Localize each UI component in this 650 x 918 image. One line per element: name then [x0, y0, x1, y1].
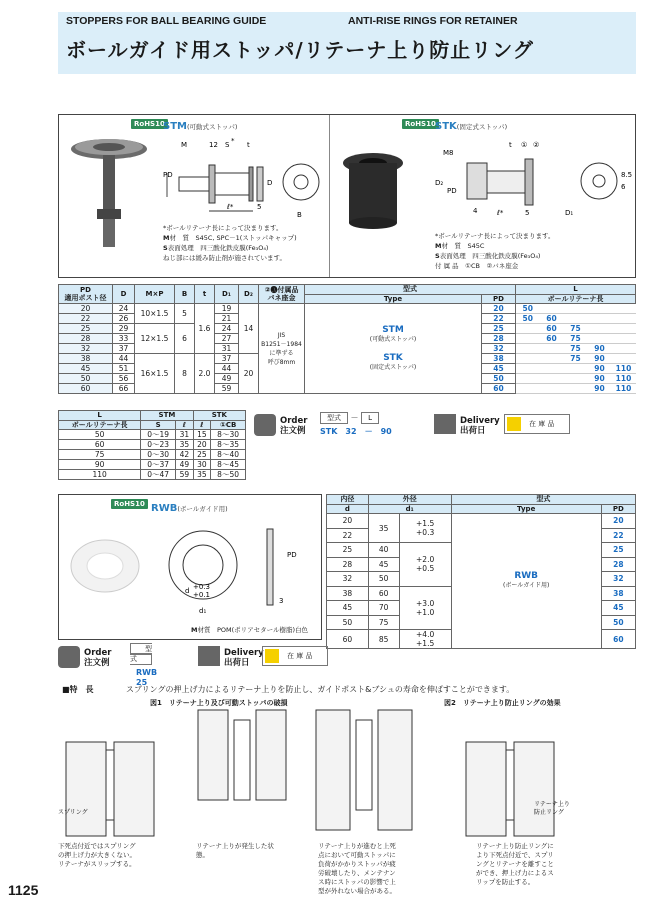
stm-notes: *ボールリテーナ長によって決まります。 M材 質 S45C, SPC－1(ストッパキャップ) S表面処理 四三酸化鉄皮膜(Fe₃O₄) ねじ部には緩み防止剤が施されています。 [163, 224, 297, 262]
svg-text:5: 5 [525, 209, 530, 217]
svg-text:ℓ*: ℓ* [497, 209, 504, 217]
rwb-row: 28 45 28 [327, 557, 636, 572]
spec-row: 20 24 10×1.5 5 1.6 19 14 JIS B1251－1984 に準ずる 呼び8mm STM (可動式ストッパ) STK (固定式ストッパ) 20 50 [59, 304, 636, 314]
box-icon [507, 417, 521, 431]
svg-text:5: 5 [257, 203, 262, 211]
svg-text:t: t [247, 141, 250, 149]
truck-icon [198, 646, 220, 666]
spec-row: 50 56 49 50 90 110 [59, 374, 636, 384]
fig2-title: 図2 リテーナ上り防止リングの効果 [444, 699, 561, 707]
rwb-row: 32 50 32 [327, 572, 636, 587]
spec-row: 60 66 59 60 90 110 [59, 384, 636, 394]
l-table: L STM STK ボールリテーナ長 S ℓ ℓ ①CB 50 0～19 31 15 8～30 60 0～23 35 20 8～35 75 0～30 42 25 8～40 90 0～37 49 30 8～45 110 0～47 59 35 8～50 [58, 410, 246, 480]
svg-text:12: 12 [209, 141, 218, 149]
svg-text:防止リング: 防止リング [534, 809, 564, 816]
rwb-row: 60 85 +4.0 +1.5 60 [327, 630, 636, 649]
svg-text:ℓ*: ℓ* [227, 203, 234, 211]
svg-text:②: ② [533, 141, 540, 149]
svg-text:4: 4 [473, 207, 478, 215]
svg-text:M: M [181, 141, 188, 149]
svg-text:S: S [225, 141, 230, 149]
page-number: 1125 [8, 882, 39, 898]
stm-title: STM(可動式ストッパ) [163, 121, 238, 132]
svg-text:*: * [231, 137, 235, 145]
stk-rohs-badge: RoHS10 [402, 119, 439, 129]
feature-diagrams [58, 710, 618, 836]
spec-table: PD 適用ポスト径 D M×P B t D₁ D₂ ②🅐付属品 バネ座金 型式 L Type PD ボールリテーナ長 20 24 10×1.5 5 1.6 19 14 JIS B1251－1984 に準ずる 呼び8mm STM (可動式ストッパ) STK (固定式ストッパ) 20 50 22 26 21 22 50 60 25 29 12×1.5 6 24 25 60 75 28 33 27 28 60 75 32 37 31 32 75 90 38 44 16×1.5 8 2.0 37 20 38 75 90 45 51 44 45 90 110 50 56 49 50 90 110 60 66 59 60 90 110 [58, 284, 636, 394]
stk-notes: *ボールリテーナ長によって決まります。 M材 質 S45C S表面処理 四三酸化鉄皮膜(Fe₃O₄) 付 属 品 ①CB ②バネ座金 [435, 232, 555, 270]
svg-text:6: 6 [621, 183, 626, 191]
rwb-drawing [155, 521, 319, 625]
page-title: ボールガイド用ストッパ/リテーナ上り防止リング [66, 38, 534, 62]
stk-photo [339, 147, 409, 237]
rwb-row: 38 60 +3.0 +1.0 38 [327, 586, 636, 601]
rwb-panel [58, 494, 322, 640]
stk-drawing [433, 137, 633, 219]
svg-text:リテーナ上り: リテーナ上り [534, 801, 570, 808]
l-row: 50 0～19 31 15 8～30 [59, 430, 246, 440]
svg-text:D: D [267, 179, 273, 187]
features-label: ■特 長 [62, 685, 94, 694]
rwb-rohs-badge: RoHS10 [111, 499, 148, 509]
svg-text:PD: PD [163, 171, 173, 179]
stm-photo [65, 129, 153, 249]
svg-text:+0.1: +0.1 [193, 591, 210, 599]
rwb-material: M材質 POM(ポリアセタール樹脂)白色 [191, 626, 308, 634]
rwb-photo [67, 531, 143, 601]
spec-row: 22 26 21 22 50 60 [59, 314, 636, 324]
rwb-title: RWB(ボールガイド用) [151, 503, 228, 514]
caption-4: リテーナ上り防止リングに より下死点付近で、スプリ ングとリテーナを離すこと ができ、押上げ力によるス リップを防止する。 [476, 842, 554, 886]
rwb-row: 45 70 45 [327, 601, 636, 616]
stm-rohs-badge: RoHS10 [131, 119, 168, 129]
rwb-row: 50 75 50 [327, 615, 636, 630]
l-row: 75 0～30 42 25 8～40 [59, 450, 246, 460]
l-row: 60 0～23 35 20 8～35 [59, 440, 246, 450]
svg-text:+0.3: +0.3 [193, 583, 210, 591]
svg-text:D₁: D₁ [565, 209, 574, 217]
svg-text:d₁: d₁ [199, 607, 207, 615]
svg-text:PD: PD [447, 187, 457, 195]
svg-text:スプリング: スプリング [58, 809, 88, 816]
svg-text:D₂: D₂ [435, 179, 444, 187]
l-row: 110 0～47 59 35 8～50 [59, 470, 246, 480]
spec-row: 38 44 16×1.5 8 2.0 37 20 38 75 90 [59, 354, 636, 364]
phone-icon [254, 414, 276, 436]
spec-row: 32 37 31 32 75 90 [59, 344, 636, 354]
stk-title: STK(固定式ストッパ) [435, 121, 508, 132]
features-text: スプリングの押上げ力によるリテーナ上りを防止し、ガイドポスト&ブシュの寿命を伸ばすことができます。 [126, 685, 515, 694]
rwb-row: 22 22 [327, 528, 636, 543]
caption-2: リテーナ上りが発生した状 態。 [196, 842, 274, 859]
svg-text:3: 3 [279, 597, 284, 605]
svg-text:t: t [509, 141, 512, 149]
caption-1: 下死点付近ではスプリング の押上げ力が大きくない。 リテーナがスリップする。 [58, 842, 136, 868]
svg-text:d: d [185, 587, 190, 595]
page-header [58, 12, 636, 74]
l-row: 90 0～37 49 30 8～45 [59, 460, 246, 470]
phone-icon [58, 646, 80, 668]
svg-text:PD: PD [287, 551, 297, 559]
subtitle-left: STOPPERS FOR BALL BEARING GUIDE [66, 15, 267, 27]
stm-drawing [159, 137, 324, 219]
svg-text:8.5: 8.5 [621, 171, 633, 179]
truck-icon [434, 414, 456, 434]
box-icon [265, 649, 279, 663]
subtitle-right: ANTI-RISE RINGS FOR RETAINER [348, 15, 518, 27]
svg-text:M8: M8 [443, 149, 454, 157]
caption-3: リテーナ上りが進むと上死 点において可動ストッパに 負荷がかかりストッパが疲 労破壊したり、メンテナン ス時にストッパの影響で上 型が外れない場合がある。 [318, 842, 396, 895]
spec-row: 28 33 27 28 60 75 [59, 334, 636, 344]
fig1-title: 図1 リテーナ上り及び可動ストッパの破損 [150, 699, 288, 707]
svg-text:①: ① [521, 141, 528, 149]
svg-text:B: B [297, 211, 302, 219]
product-panel [58, 114, 636, 278]
rwb-row: 25 40 +2.0 +0.5 25 [327, 543, 636, 558]
spec-row: 45 51 44 45 90 110 [59, 364, 636, 374]
spec-row: 25 29 12×1.5 6 24 25 60 75 [59, 324, 636, 334]
rwb-table: 内径 外径 型式 d d₁ Type PD 20 35 +1.5 +0.3 RWB (ボールガイド用) 20 22 22 25 40 +2.0 +0.5 25 28 45 28 32 50 32 38 60 +3.0 +1.0 38 45 70 45 50 75 50 60 85 +4.0 +1.5 60 [326, 494, 636, 649]
rwb-row: 20 35 +1.5 +0.3 RWB (ボールガイド用) 20 [327, 514, 636, 529]
